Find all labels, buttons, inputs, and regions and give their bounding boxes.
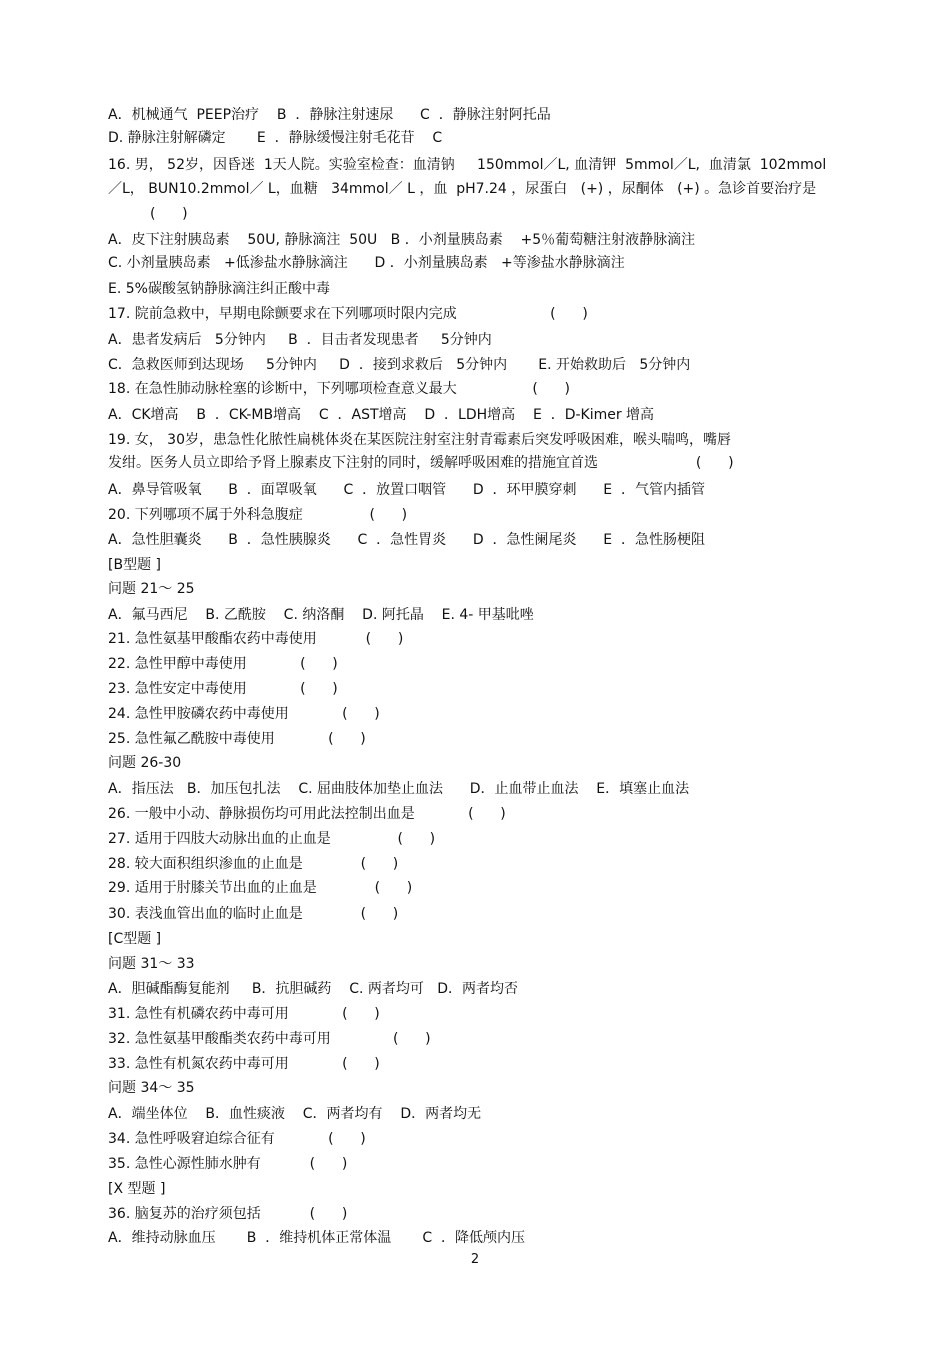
question-29: 29. 适用于肘膝关节出血的止血是 ( ) (108, 880, 413, 896)
question-28: 28. 较大面积组织渗血的止血是 ( ) (108, 856, 399, 872)
question-31: 31. 急性有机磷农药中毒可用 ( ) (108, 1006, 380, 1022)
text-line: A．皮下注射胰岛素 50U, 静脉滴注 50U B ．小剂量胰岛素 +5％葡萄糖注射液静脉滴注 (108, 232, 696, 248)
question-19: 19. 女， 30岁，患急性化脓性扁桃体炎在某医院注射室注射青霉素后突发呼吸困难，喉头喘鸣，嘴唇 (108, 432, 731, 448)
question-23: 23. 急性安定中毒使用 ( ) (108, 681, 338, 697)
text-line: A．机械通气 PEEP治疗 B ．静脉注射速尿 C ．静脉注射阿托品 (108, 107, 551, 123)
group-heading: 问题 21～ 25 (108, 581, 195, 597)
question-16: 16. 男， 52岁，因昏迷 1天人院。实验室检查：血清钠 150mmol／L, 血清钾 5mmol／L, 血清氯 102mmol (108, 157, 827, 173)
page-number: 2 (470, 1252, 480, 1267)
question-32: 32. 急性氨基甲酸酯类农药中毒可用 ( ) (108, 1031, 431, 1047)
question-35: 35. 急性心源性肺水肿有 ( ) (108, 1156, 348, 1172)
section-heading: [X 型题 ] (108, 1181, 166, 1197)
question-36: 36. 脑复苏的治疗须包括 ( ) (108, 1206, 348, 1222)
section-heading: [C型题 ] (108, 931, 162, 947)
text-line: 发绀。医务人员立即给予肾上腺素皮下注射的同时，缓解呼吸困难的措施宜首选 ( ) (108, 455, 734, 471)
text-line: C．急救医师到达现场 5分钟内 D ．接到求救后 5分钟内 E. 开始救助后 5分钟内 (108, 357, 691, 373)
answer-paren: ( ) (150, 206, 188, 222)
question-33: 33. 急性有机氮农药中毒可用 ( ) (108, 1056, 380, 1072)
question-18: 18. 在急性肺动脉栓塞的诊断中，下列哪项检查意义最大 ( ) (108, 381, 570, 397)
question-22: 22. 急性甲醇中毒使用 ( ) (108, 656, 338, 672)
question-30: 30. 表浅血管出血的临时止血是 ( ) (108, 906, 399, 922)
text-line: E. 5%碳酸氢钠静脉滴注纠正酸中毒 (108, 281, 330, 297)
text-line: A．患者发病后 5分钟内 B ．目击者发现患者 5分钟内 (108, 332, 492, 348)
question-21: 21. 急性氨基甲酸酯农药中毒使用 ( ) (108, 631, 404, 647)
text-line: D. 静脉注射解磷定 E ．静脉缓慢注射毛花苷 C (108, 130, 443, 146)
text-line: A．端坐体位 B．血性痰液 C．两者均有 D．两者均无 (108, 1106, 482, 1122)
question-25: 25. 急性氟乙酰胺中毒使用 ( ) (108, 731, 366, 747)
question-26: 26. 一般中小动、静脉损伤均可用此法控制出血是 ( ) (108, 806, 506, 822)
group-heading: 问题 31～ 33 (108, 956, 195, 972)
question-34: 34. 急性呼吸窘迫综合征有 ( ) (108, 1131, 366, 1147)
text-line: A．急性胆囊炎 B ．急性胰腺炎 C ．急性胃炎 D ．急性阑尾炎 E ．急性肠梗阻 (108, 532, 705, 548)
text-line: C. 小剂量胰岛素 +低渗盐水静脉滴注 D ．小剂量胰岛素 +等渗盐水静脉滴注 (108, 255, 625, 271)
question-20: 20. 下列哪项不属于外科急腹症 ( ) (108, 507, 408, 523)
text-line: A．CK增高 B ．CK-MB增高 C ．AST增高 D ．LDH增高 E ．D-Kimer 增高 (108, 407, 655, 423)
section-heading: [B型题 ] (108, 557, 161, 573)
text-line: A．鼻导管吸氧 B ．面罩吸氧 C ．放置口咽管 D ．环甲膜穿刺 E ．气管内插管 (108, 482, 705, 498)
question-24: 24. 急性甲胺磷农药中毒使用 ( ) (108, 706, 380, 722)
text-line: A．胆碱酯酶复能剂 B．抗胆碱药 C. 两者均可 D．两者均否 (108, 981, 519, 997)
question-27: 27. 适用于四肢大动脉出血的止血是 ( ) (108, 831, 436, 847)
text-line: ／L， BUN10.2mmol／ L，血糖 34mmol／ L ，血 pH7.24 ，尿蛋白 (+) ，尿酮体 (+) 。急诊首要治疗是 (108, 181, 817, 197)
group-heading: 问题 26-30 (108, 755, 182, 771)
group-heading: 问题 34～ 35 (108, 1080, 195, 1096)
text-line: A．维持动脉血压 B ．维持机体正常体温 C ．降低颅内压 (108, 1230, 526, 1246)
text-line: A．氟马西尼 B. 乙酰胺 C. 纳洛酮 D. 阿托晶 E. 4- 甲基吡唑 (108, 607, 534, 623)
text-line: A．指压法 B．加压包扎法 C. 屈曲肢体加垫止血法 D．止血带止血法 E．填塞止血法 (108, 781, 690, 797)
question-17: 17. 院前急救中，早期电除颤要求在下列哪项时限内完成 ( ) (108, 306, 588, 322)
